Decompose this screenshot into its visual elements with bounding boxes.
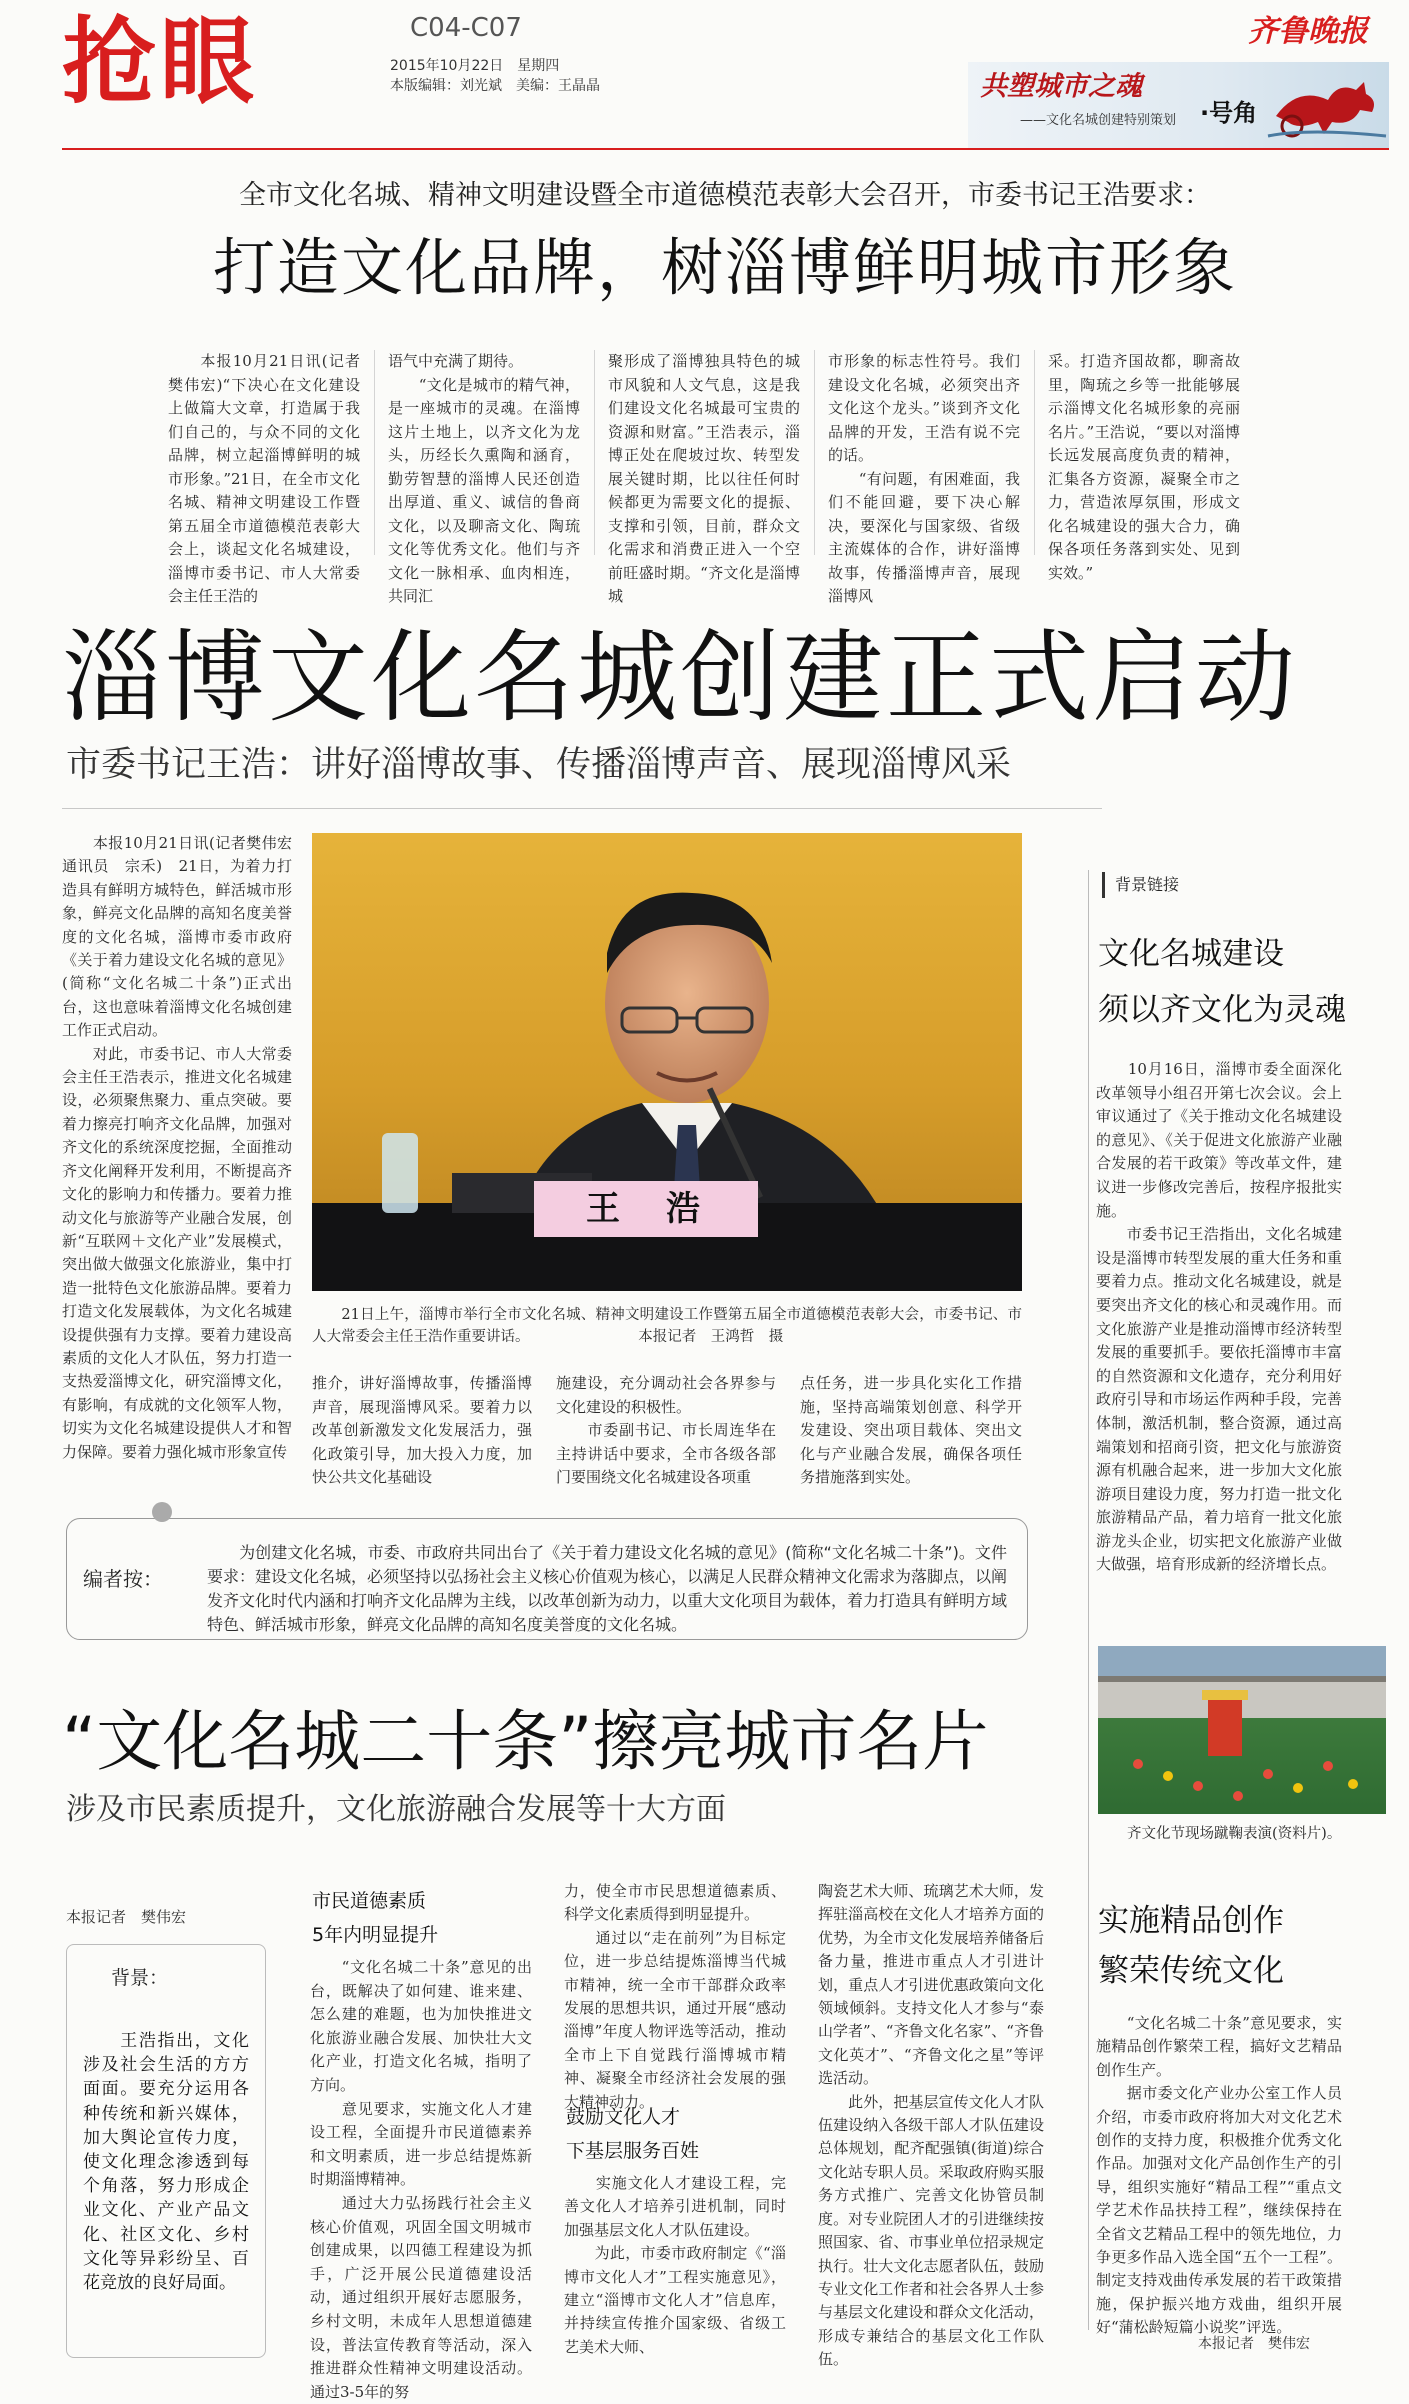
sidebar-headline: 文化名城建设 须以齐文化为灵魂 <box>1098 936 1346 1028</box>
speaker-nameplate: 王 浩 <box>534 1181 758 1237</box>
background-label: 背景： <box>111 1967 169 1989</box>
article2-subhead: 市委书记王浩：讲好淄博故事、传播淄博声音、展现淄博风采 <box>66 745 1012 785</box>
background-text: 王浩指出，文化涉及社会生活的方方面面。要充分运用各种传统和新兴媒体，加大舆论宣传力度，使文化理念渗透到每个角落，努力形成企业文化、产业产品文化、社区文化、乡村文化等异彩纷呈、百花竞放的良好局面。 <box>83 2031 249 2294</box>
article2-left-column: 本报10月21日讯(记者樊伟宏 通讯员 宗禾) 21日，为着力打造具有鲜明方城特色，鲜活城市形象，鲜亮文化品牌的高知名度美誉度的文化名城，淄博市委市政府《关于着力建设文化名城的意见》(简称“文化名城二十条”)正式出台，这也意味着淄博文化名城创建工作正式启动。 对此，市委书记、市人大常委会主任王浩表示，推进文化名城建设，必须聚焦聚力、重点突破。要着力擦亮打响齐文化品牌，加强对齐文化的系统深度挖掘，全面推动齐文化阐释开发利用，不断提高齐文化的影响力和传播力。要着力推动文化与旅游等产业融合发展，创新“互联网＋文化产业”发展模式，突出做大做强文化旅游业，集中打造一批特色文化旅游品牌。要着力打造文化发展载体，为文化名城建设提供强有力支撑。要着力建设高素质的文化人才队伍，努力打造一支热爱淄博文化，研究淄博文化，有影响，有成就的文化领军人物，切实为文化名城建设提供人才和智力保障。要着力强化城市形象宣传 <box>62 834 292 1461</box>
column-divider <box>374 350 375 555</box>
article2-headline: 淄博文化名城创建正式启动 <box>62 619 1298 736</box>
editor-note-text: 为创建文化名城，市委、市政府共同出台了《关于着力建设文化名城的意见》(简称“文化名城二十条”)。文件要求：建设文化名城，必须坚持以弘扬社会主义核心价值观为核心，以满足人民群众精神文化需求为落脚点，以阐发齐文化时代内涵和打响齐文化品牌为主线，以改革创新为动力，以重大文化项目为载体，着力打造具有鲜明方域特色、鲜活城市形象，鲜亮文化品牌的高知名度美誉度的文化名城。 <box>207 1543 1008 1634</box>
horse-carriage-icon <box>1268 76 1386 140</box>
editor-note-label: 编者按： <box>83 1567 163 1591</box>
article1-column-1: 本报10月21日讯(记者樊伟宏)“下决心在文化建设上做篇大文章，打造属于我们自己的，与众不同的文化品牌，树立起淄博鲜明的城市形象。”21日，在全市文化名城、精神文明建设工作暨第五届全市道德模范表彰大会上，谈起文化名城建设，淄博市委书记、市人大常委会主任王浩的 <box>168 352 360 605</box>
article1-column-4: 市形象的标志性符号。我们建设文化名城，必须突出齐文化这个龙头。”谈到齐文化品牌的开发，王浩有说不完的话。 “有问题，有困难面，我们不能回避，要下决心解决，要深化与国家级、省级主流媒体的合作，讲好淄博故事，传播淄博声音，展现淄博风 <box>828 352 1020 605</box>
editor-note-box <box>66 1518 1028 1640</box>
cuju-performance-photo <box>1098 1646 1386 1814</box>
article1-kicker: 全市文化名城、精神文明建设暨全市道德模范表彰大会召开，市委书记王浩要求： <box>239 180 1211 211</box>
article2-rule <box>62 808 1102 809</box>
section-title: 抢眼 <box>62 8 259 117</box>
article3-col1-head: 市民道德素质 5年内明显提升 <box>312 1890 439 1946</box>
sidebar-headline-2: 实施精品创作 繁荣传统文化 <box>1098 1903 1284 1989</box>
background-box <box>66 1944 266 2358</box>
article3-col2-body: 力，使全市市民思想道德素质、科学文化素质得到明显提升。 通过以“走在前列”为目标定位，进一步总结提炼淄博当代城市精神，统一全市干部群众政率发展的思想共识，通过开展“感动淄博”年度人物评选等活动，推动全市上下自觉践行淄博城市精神、凝聚全市经济社会发展的强大精神动力。 <box>564 1882 786 2111</box>
campaign-title: 共塑城市之魂 <box>980 71 1142 102</box>
article2-bottom-column-3: 点任务，进一步具化实化工作措施，坚持高端策划创意、科学开发建设、突出项目载体、突出文化与产业融合发展，确保各项任务措施落到实处。 <box>800 1374 1022 1486</box>
sidebar-tag: 背景链接 <box>1102 872 1189 898</box>
article2-bottom-column-2: 施建设，充分调动社会各界参与文化建设的积极性。 市委副书记、市长周连华在主持讲话中要求，全市各级各部门要围绕文化名城建设各项重 <box>556 1374 776 1486</box>
sidebar-body-2: “文化名城二十条”意见要求，实施精品创作繁荣工程，搞好文艺精品创作生产。 据市委文化产业办公室工作人员介绍，市委市政府将加大对文化艺术创作的支持力度，积极推介优秀文化作品。加强对文化产品创作生产的引导，组织实施好“精品工程”“重点文学艺术作品扶持工程”，继续保持在全省文艺精品工程中的领先地位，力争更多作品入选全国“五个一工程”。制定支持戏曲传承发展的若干政策措施，保护振兴地方戏曲，组织开展好“蒲松龄短篇小说奖”评选。 <box>1096 2014 1342 2337</box>
article3-col2-body2: 实施文化人才建设工程，完善文化人才培养引进机制，同时加强基层文化人才队伍建设。 为此，市委市政府制定《“淄博市文化人才”工程实施意见》，建立“淄博市文化人才”信息库，并持续宣传推介国家级、省级工艺美术大师、 <box>564 2174 786 2356</box>
page-range: C04-C07 <box>410 13 522 43</box>
decorative-dot <box>152 1502 172 1522</box>
article3-col3-body: 陶瓷艺术大师、琉璃艺术大师，发挥驻淄高校在文化人才培养方面的优势，为全市文化发展培养储备后备力量，推进市重点人才引进计划，重点人才引进优惠政策向文化领域倾斜。支持文化人才参与“泰山学者”、“齐鲁文化名家”、“齐鲁文化英才”、“齐鲁文化之星”等评选活动。 此外，把基层宣传文化人才队伍建设纳入各级干部人才队伍建设总体规划，配齐配强镇(街道)综合文化站专职人员。采取政府购买服务方式推广、完善文化协管员制度。对专业院团人才的引进继续按照国家、省、市事业单位招录规定执行。壮大文化志愿者队伍，鼓励专业文化工作者和社会各界人士参与基层文化建设和群众文化活动，形成专兼结合的基层文化工作队伍。 <box>818 1882 1044 2369</box>
speaker-photo <box>312 833 1022 1291</box>
page-editors: 本版编辑：刘光斌 美编：王晶晶 <box>390 78 600 94</box>
masthead-rule <box>62 148 1389 150</box>
sidebar-byline-2: 本报记者 樊伟宏 <box>1198 2336 1310 2352</box>
article2-bottom-column-1: 推介，讲好淄博故事，传播淄博声音，展现淄博风采。要着力以改革创新激发文化发展活力，强化政策引导，加大投入力度，加快公共文化基础设 <box>312 1374 532 1486</box>
article1-column-5: 采。打造齐国故都，聊斋故里，陶琉之乡等一批能够展示淄博文化名城形象的亮丽名片。”王浩说，“要以对淄博长远发展高度负责的精神，汇集各方资源，凝聚全市之力，营造浓厚氛围，形成文化名城建设的强大合力，确保各项任务落到实处、见到实效。” <box>1048 352 1240 582</box>
sidebar-divider <box>1088 870 1089 2330</box>
photo-caption: 21日上午，淄博市举行全市文化名城、精神文明建设工作暨第五届全市道德模范表彰大会，市委书记、市人大常委会主任王浩作重要讲话。 本报记者 王鸿哲 摄 <box>312 1307 1022 1345</box>
article3-col2-head: 鼓励文化人才 下基层服务百姓 <box>566 2106 700 2162</box>
article1-column-3: 聚形成了淄博独具特色的城市风貌和人文气息，这是我们建设文化名城最可宝贵的资源和财富。”王浩表示，淄博正处在爬坡过坎、转型发展关键时期，比以往任何时候都更为需要文化的提振、支撑和引领，目前，群众文化需求和消费正进入一个空前旺盛时期。“齐文化是淄博城 <box>608 352 800 605</box>
issue-date: 2015年10月22日 星期四 <box>390 58 560 74</box>
cuju-illustration <box>1098 1646 1386 1814</box>
article1-headline: 打造文化品牌，树淄博鲜明城市形象 <box>212 231 1237 304</box>
column-divider <box>594 350 595 555</box>
article3-col1-body: “文化名城二十条”意见的出台，既解决了如何建、谁来建、怎么建的难题，也为加快推进文化旅游业融合发展、加快壮大文化产业，打造文化名城，指明了方向。 意见要求，实施文化人才建设工程，全面提升市民道德素养和文明素质，进一步总结提炼新时期淄博精神。 通过大力弘扬践行社会主义核心价值观，巩固全国文明城市创建成果，以四德工程建设为抓手，广泛开展公民道德建设活动，通过组织开展好志愿服务，乡村文明，未成年人思想道德建设，普法宣传教育等活动，深入推进群众性精神文明建设活动。通过3-5年的努 <box>310 1958 532 2401</box>
article3-byline: 本报记者 樊伟宏 <box>66 1908 187 1926</box>
article3-headline: “文化名城二十条”擦亮城市名片 <box>62 1703 989 1780</box>
article1-column-2: 语气中充满了期待。 “文化是城市的精气神，是一座城市的灵魂。在淄博这片土地上，以齐文化为龙头，历经长久熏陶和涵育，勤劳智慧的淄博人民还创造出厚道、重义、诚信的鲁商文化，以及聊斋文化、陶琉文化等优秀文化。他们与齐文化一脉相承、血肉相连，共同汇 <box>388 352 580 605</box>
campaign-banner <box>968 62 1389 148</box>
campaign-subtitle: ——文化名城创建特别策划 <box>1020 113 1177 128</box>
campaign-tag: ·号角 <box>1200 99 1258 127</box>
newspaper-logo: 齐鲁晚报 <box>1248 14 1368 49</box>
column-divider <box>1034 350 1035 555</box>
cuju-photo-caption: 齐文化节现场蹴鞠表演(资料片)。 <box>1098 1826 1342 1842</box>
article3-subhead: 涉及市民素质提升，文化旅游融合发展等十大方面 <box>66 1792 726 1827</box>
column-divider <box>814 350 815 555</box>
sidebar-body: 10月16日，淄博市委全面深化改革领导小组召开第七次会议。会上审议通过了《关于推动文化名城建设的意见》、《关于促进文化旅游产业融合发展的若干政策》等改革文件，建议进一步修改完善后，按程序报批实施。 市委书记王浩指出，文化名城建设是淄博市转型发展的重大任务和重要着力点。推动文化名城建设，就是要突出齐文化的核心和灵魂作用。而文化旅游产业是推动淄博市经济转型发展的重要抓手。要依托淄博市丰富的自然资源和文化遗存，充分利用好政府引导和市场运作两种手段，完善体制，激活机制，整合资源，通过高端策划和招商引资，把文化与旅游资源有机融合起来，进一步加大文化旅游项目建设力度，努力打造一批文化旅游精品产品，着力培育一批文化旅游龙头企业，切实把文化旅游产业做大做强，培育形成新的经济增长点。 <box>1096 1060 1342 1574</box>
